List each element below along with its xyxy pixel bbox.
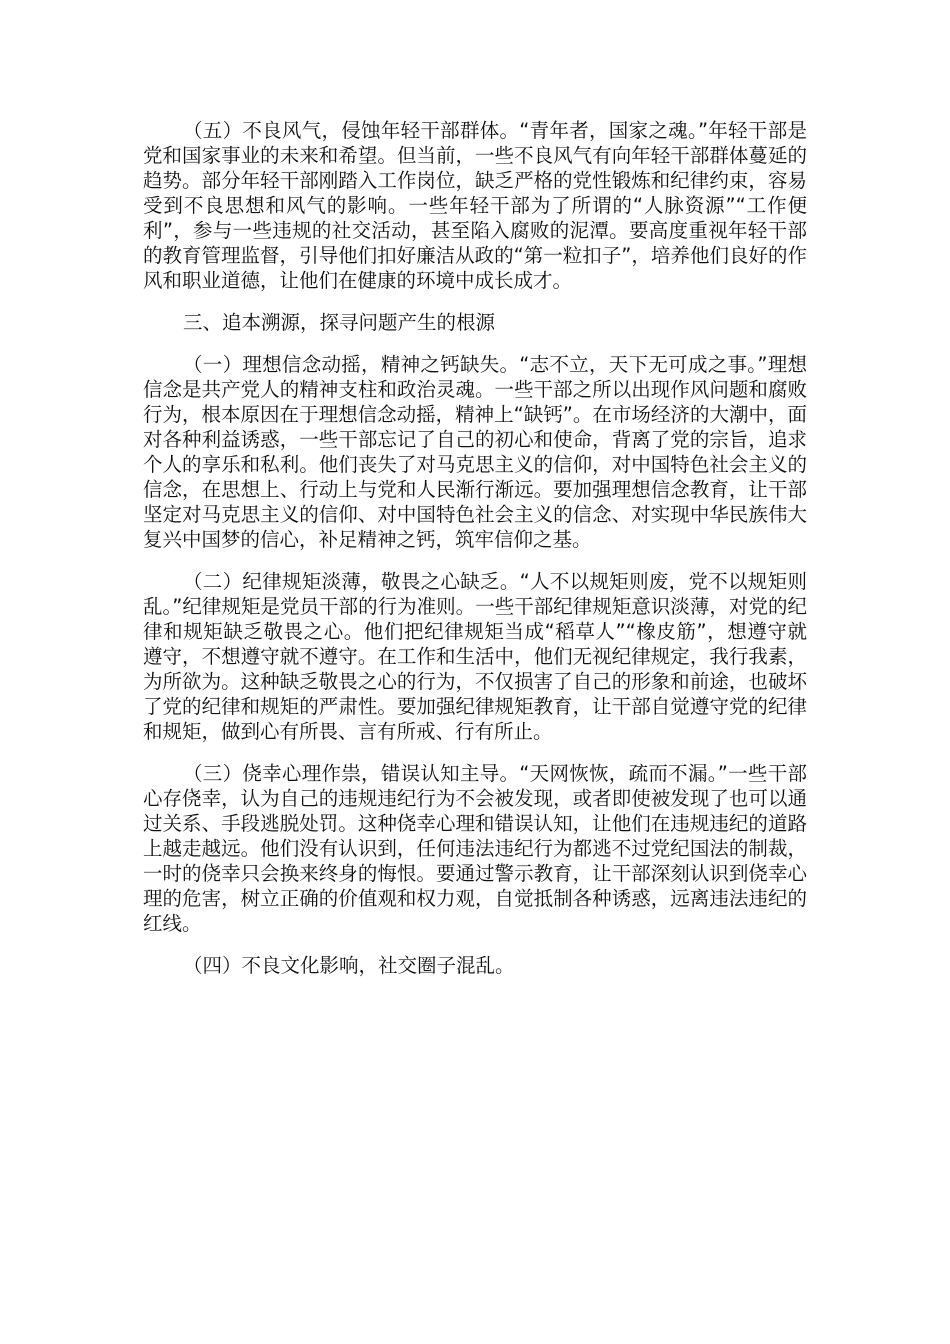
paragraph-two-discipline-rules: （二）纪律规矩淡薄，敬畏之心缺乏。“人不以规矩则废，党不以规矩则乱。”纪律规矩是党员干部的行为准则。一些干部纪律规矩意识淡薄，对党的纪律和规矩缺乏敬畏之心。他们把纪律规矩当成“稻草人”“橡皮筋”，想遵守就遵守，不想遵守就不遵守。在工作和生活中，他们无视纪律规定，我行我素，为所欲为。这种缺乏敬畏之心的行为，不仅损害了自己的形象和前途，也破坏了党的纪律和规矩的严肃性。要加强纪律规矩教育，让干部自觉遵守党的纪律和规矩，做到心有所畏、言有所戒、行有所止。: [143, 570, 807, 743]
paragraph-one-ideals-beliefs: （一）理想信念动摇，精神之钙缺失。“志不立，天下无可成之事。”理想信念是共产党人的精神支柱和政治灵魂。一些干部之所以出现作风问题和腐败行为，根本原因在于理想信念动摇，精神上“缺钙”。在市场经济的大潮中，面对各种利益诱惑，一些干部忘记了自己的初心和使命，背离了党的宗旨，追求个人的享乐和私利。他们丧失了对马克思主义的信仰，对中国特色社会主义的信念，在思想上、行动上与党和人民渐行渐远。要加强理想信念教育，让干部坚定对马克思主义的信仰、对中国特色社会主义的信念、对实现中华民族伟大复兴中国梦的信心，补足精神之钙，筑牢信仰之基。: [143, 353, 807, 551]
paragraph-five-bad-atmosphere: （五）不良风气，侵蚀年轻干部群体。“青年者，国家之魂。”年轻干部是党和国家事业的未来和希望。但当前，一些不良风气有向年轻干部群体蔓延的趋势。部分年轻干部刚踏入工作岗位，缺乏严格的党性锻炼和纪律约束，容易受到不良思想和风气的影响。一些年轻干部为了所谓的“人脉资源”“工作便利”，参与一些违规的社交活动，甚至陷入腐败的泥潭。要高度重视年轻干部的教育管理监督，引导他们扣好廉洁从政的“第一粒扣子”，培养他们良好的作风和职业道德，让他们在健康的环境中成长成才。: [143, 119, 807, 292]
paragraph-four-bad-culture: （四）不良文化影响，社交圈子混乱。: [183, 954, 515, 977]
paragraph-three-fluke-mentality: （三）侥幸心理作祟，错误认知主导。“天网恢恢，疏而不漏。”一些干部心存侥幸，认为自己的违规违纪行为不会被发现，或者即使被发现了也可以通过关系、手段逃脱处罚。这种侥幸心理和错误认知，让他们在违规违纪的道路上越走越远。他们没有认识到，任何违法违纪行为都逃不过党纪国法的制裁，一时的侥幸只会换来终身的悔恨。要通过警示教育，让干部深刻认识到侥幸心理的危害，树立正确的价值观和权力观，自觉抵制各种诱惑，远离违法违纪的红线。: [143, 762, 807, 935]
document-body: [143, 118, 807, 995]
section-heading-three: 三、追本溯源，探寻问题产生的根源: [183, 311, 496, 334]
